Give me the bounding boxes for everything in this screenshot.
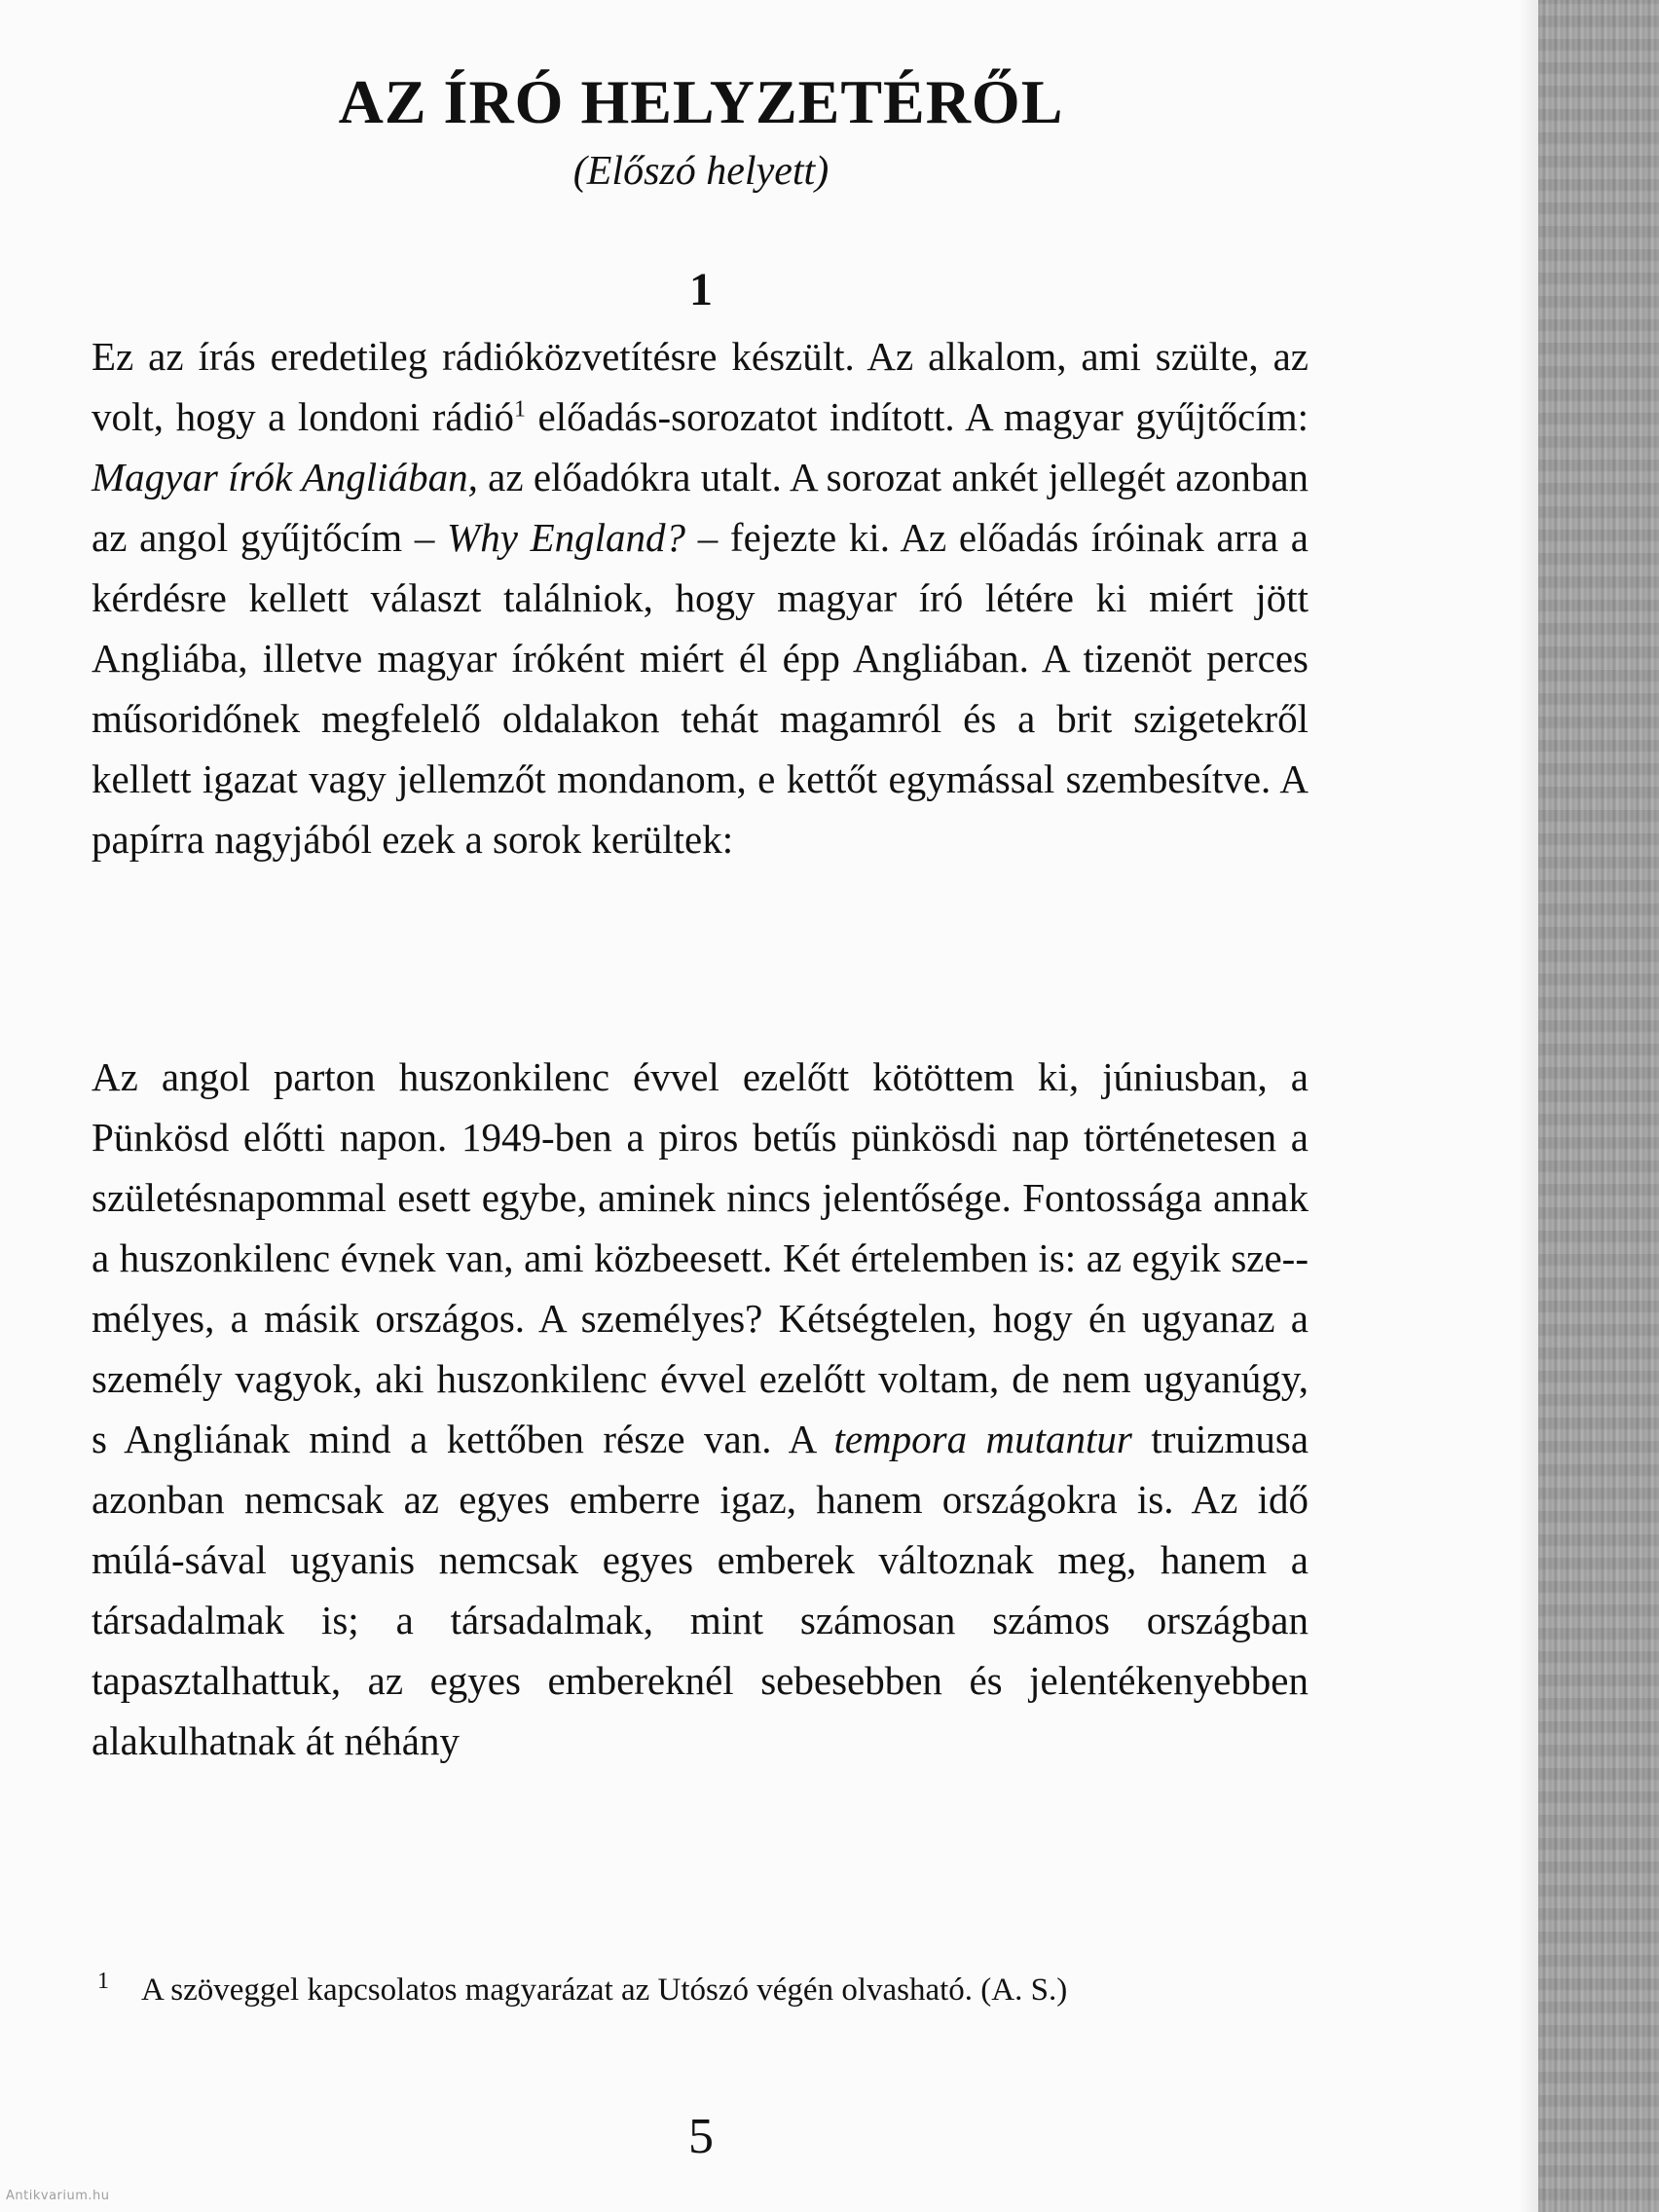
watermark: Antikvarium.hu <box>6 2189 110 2203</box>
paragraph-1-italic-title-1: Magyar írók Angliában, <box>92 455 478 499</box>
footnote-text: A szöveggel kapcsolatos magyarázat az Utószó végén olvasható. (A. S.) <box>141 1972 1068 2008</box>
chapter-title: AZ ÍRÓ HELYZETÉRŐL <box>338 67 1064 136</box>
paragraph-2-text-part-2: truizmusa azonban nemcsak az egyes emberre igaz, hanem országokra is. Az idő múlá-sával ugyanis nemcsak egyes emberek változnak meg, hanem a társadalmak is; a társadalmak, mint számosan számos országban tapasztalhattuk, az egyes embereknél sebesebben és jelentékenyebben alakulhatnak át néhány <box>92 1417 1309 1763</box>
paragraph-2-italic-phrase: tempora mutantur <box>833 1417 1132 1461</box>
footnote-number: 1 <box>97 1969 109 1994</box>
paragraph-2-text-part-1: Az angol parton huszonkilenc évvel ezelőtt kötöttem ki, júniusban, a Pünkösd előtti napon. 1949-ben a piros betűs pünkösdi nap történetesen a születésnapommal esett egybe, aminek nincs jelentősége. Fontossága annak a huszonkilenc évnek van, ami közbeesett. Két értelemben is: az egyik sze-mélyes, a másik országos. A személyes? Kétségtelen, hogy én ugyanaz a személy vagyok, aki huszonkilenc évvel ezelőtt voltam, de nem ugyanúgy, s Angliának mind a kettőben része van. A <box>92 1054 1309 1461</box>
footnote-reference[interactable]: 1 <box>513 396 526 423</box>
chapter-subtitle: (Előszó helyett) <box>572 149 830 194</box>
page-number: 5 <box>688 2109 714 2164</box>
section-number: 1 <box>689 264 713 315</box>
page-edge-background <box>1538 0 1659 2212</box>
paragraph-1-text-part-1: Ez az írás eredetileg rádióközvetítésre készült. Az alkalom, ami szülte, az volt, hogy a londoni rádió <box>92 334 1309 439</box>
paragraph-1-italic-title-2: Why England? <box>447 515 686 560</box>
paragraph-1-text-part-2: előadás-sorozatot indított. A magyar gyűjtőcím: <box>525 394 1309 439</box>
paragraph-1-text-part-4: – fejezte ki. Az előadás íróinak arra a kérdésre kellett választ találniok, hogy magyar író létére ki miért jött Angliába, illetve magyar íróként miért él épp Angliában. A tizenöt perces műsoridőnek megfelelő oldalakon tehát magamról és a brit szigetekről kellett igazat vagy jellemzőt mondanom, e kettőt egymással szembesítve. A papírra nagyjából ezek a sorok kerültek: <box>92 515 1309 862</box>
paragraph-2 <box>92 1047 1309 1771</box>
paragraph-1 <box>92 326 1309 869</box>
paragraph-1-text-part-3: az előadókra utalt. A sorozat ankét jellegét azonban az angol gyűjtőcím – <box>92 455 1309 560</box>
